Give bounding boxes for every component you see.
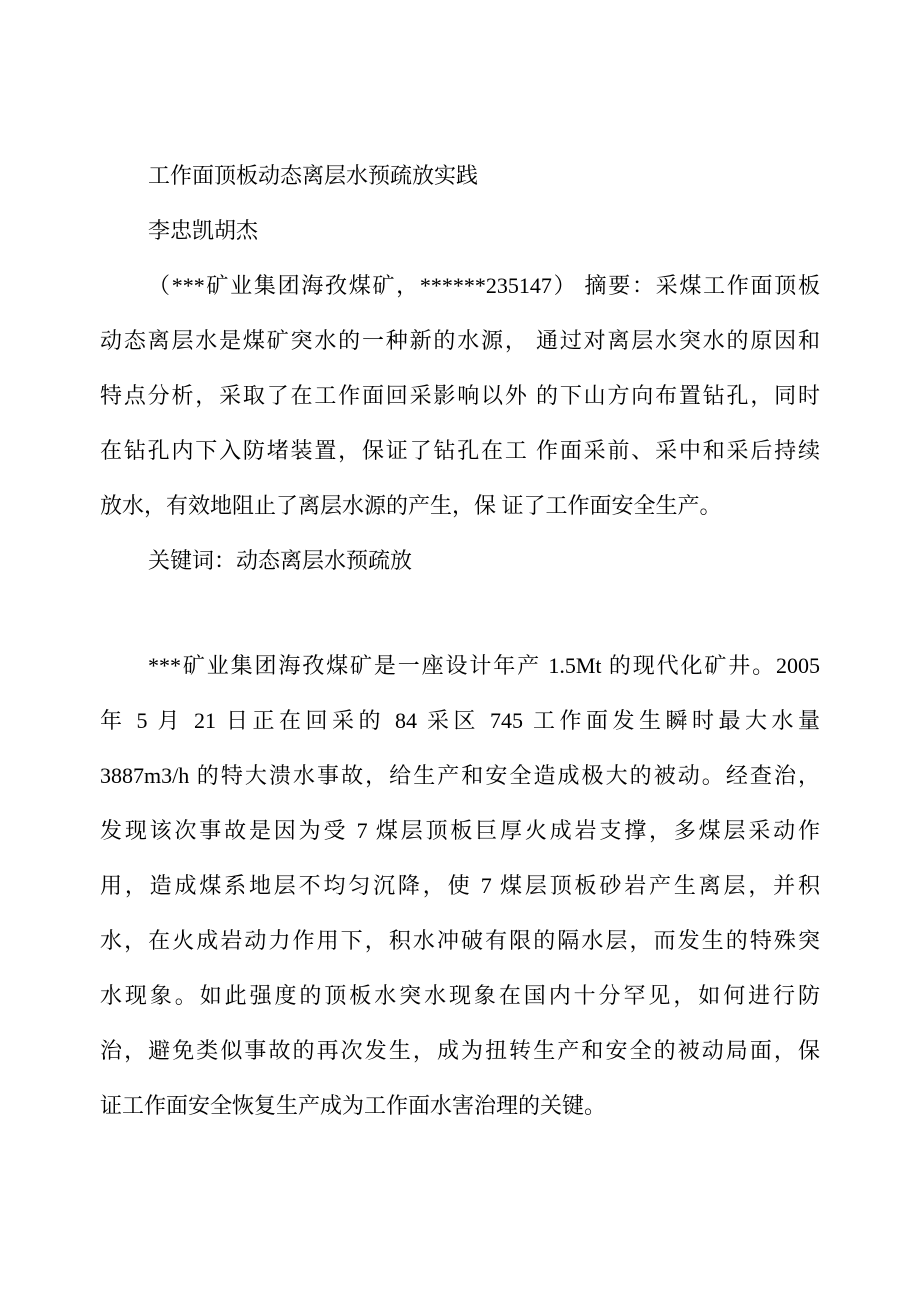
body-line: 年 5 月 21 日正在回采的 84 采区 745 工作面发生瞬时最大水量 — [100, 708, 820, 733]
body-line: 发现该次事故是因为受 7 煤层顶板巨厚火成岩支撑，多煤层采动作 — [100, 818, 820, 843]
doc-authors: 李忠凯胡杰 — [148, 218, 259, 243]
body-line: 用，造成煤系地层不均匀沉降，使 7 煤层顶板砂岩产生离层，并积 — [100, 873, 820, 898]
body-line: 3887m3/h 的特大溃水事故，给生产和安全造成极大的被动。经查治， — [100, 763, 820, 788]
abstract-line: 放水，有效地阻止了离层水源的产生，保 证了工作面安全生产。 — [100, 493, 722, 518]
abstract-line: 动态离层水是煤矿突水的一种新的水源， 通过对离层水突水的原因和 — [100, 328, 820, 353]
abstract-line: 在钻孔内下入防堵装置，保证了钻孔在工 作面采前、采中和采后持续 — [100, 438, 820, 463]
doc-title: 工作面顶板动态离层水预疏放实践 — [148, 163, 479, 188]
body-line: ***矿业集团海孜煤矿是一座设计年产 1.5Mt 的现代化矿井。2005 — [148, 653, 820, 678]
body-line: 证工作面安全恢复生产成为工作面水害治理的关键。 — [100, 1093, 607, 1118]
body-line: 水现象。如此强度的顶板水突水现象在国内十分罕见，如何进行防 — [100, 983, 820, 1008]
abstract-line: （***矿业集团海孜煤矿，******235147） 摘要：采煤工作面顶板 — [148, 273, 820, 298]
doc-keywords: 关键词：动态离层水预疏放 — [148, 548, 413, 573]
abstract-line: 特点分析，采取了在工作面回采影响以外 的下山方向布置钻孔，同时 — [100, 383, 820, 408]
body-line: 治，避免类似事故的再次发生，成为扭转生产和安全的被动局面，保 — [100, 1038, 820, 1063]
body-line: 水，在火成岩动力作用下，积水冲破有限的隔水层，而发生的特殊突 — [100, 928, 820, 953]
